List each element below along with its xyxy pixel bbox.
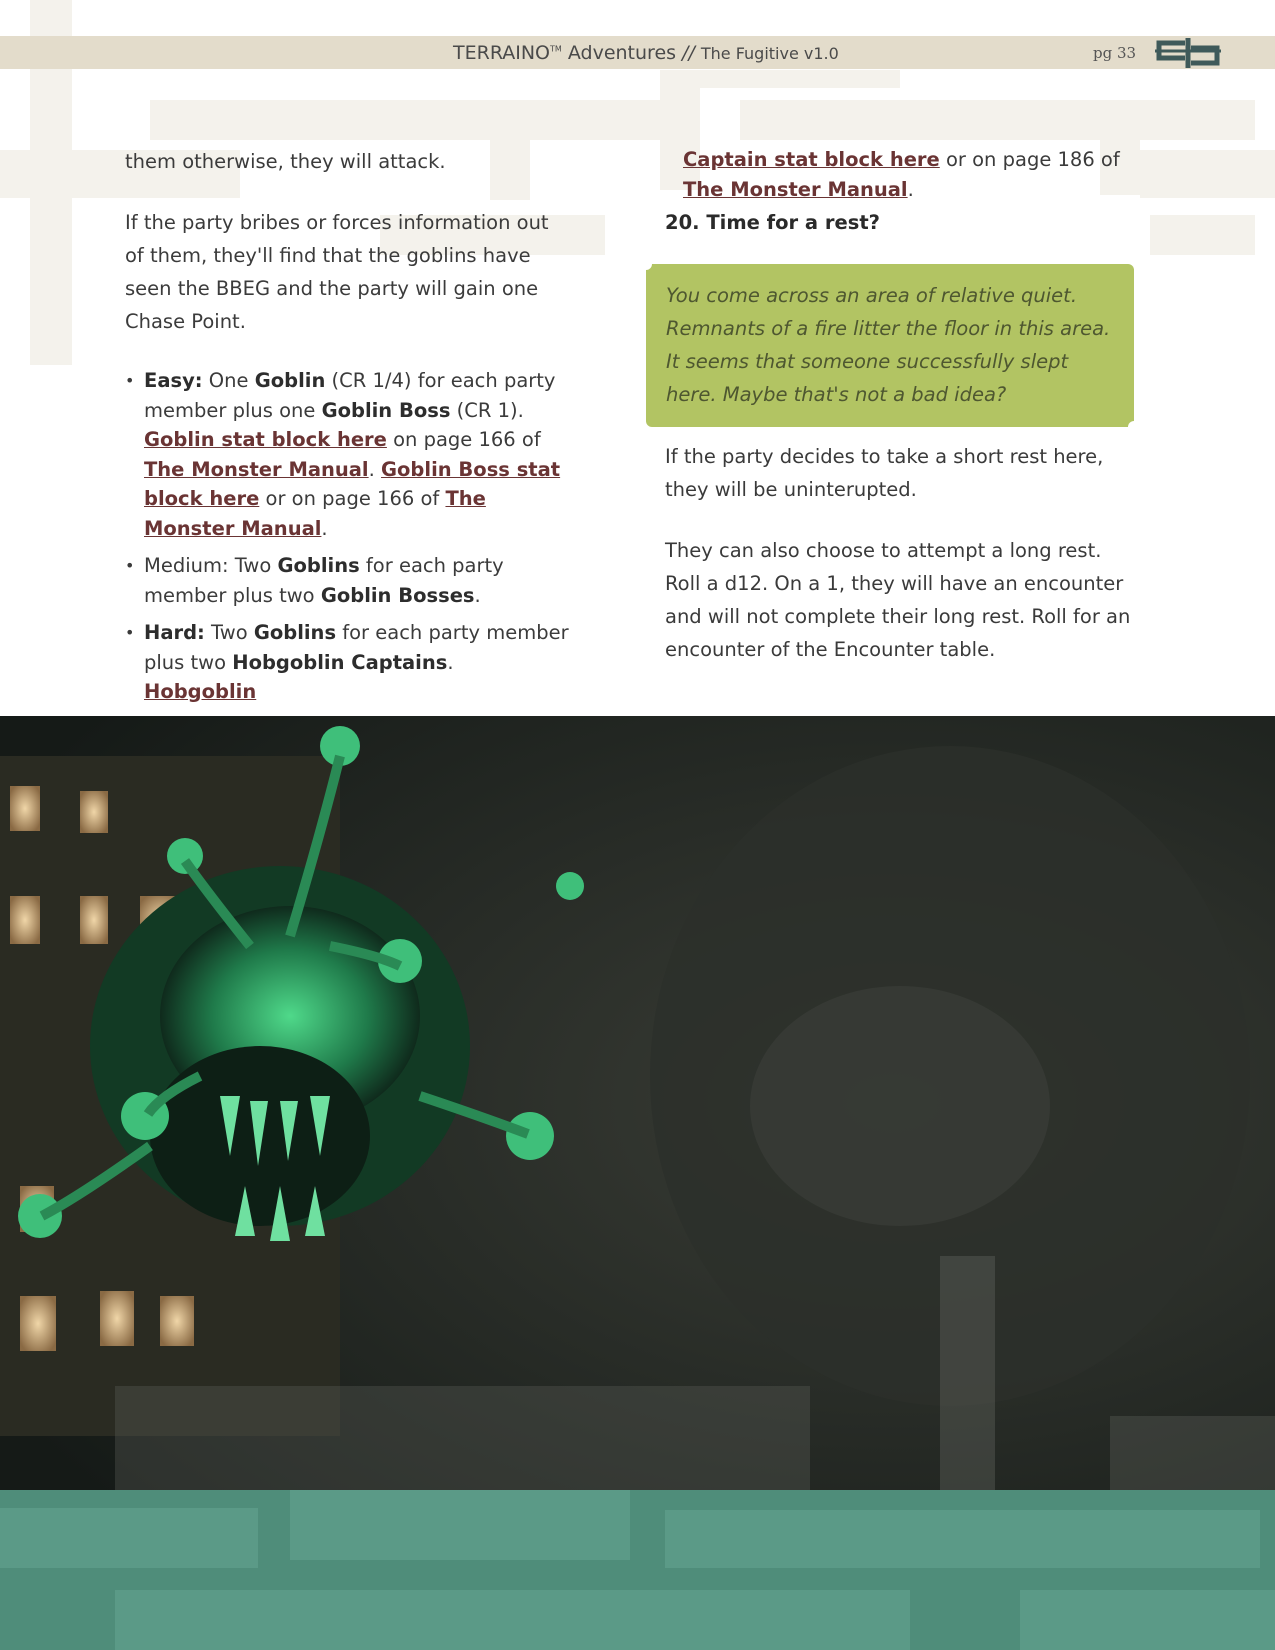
goblin-bosses-name: Goblin Bosses: [320, 583, 475, 607]
hard-text: .: [447, 650, 454, 674]
easy-text: .: [321, 516, 328, 540]
beholder-artwork: [0, 716, 1275, 1490]
read-aloud-callout: You come across an area of relative quiet. Remnants of a fire litter the floor in this area. It seems that someone successfully slept here. Maybe that's not a bad idea?: [646, 264, 1134, 427]
medium-text: Medium: Two: [144, 554, 278, 577]
header-title: [453, 42, 839, 64]
hard-text: Two: [204, 621, 254, 644]
list-item-easy: [125, 366, 570, 543]
easy-text: (CR 1/4) for each party member plus one: [144, 369, 556, 422]
hard-label: Hard:: [144, 621, 205, 644]
monster-illustration: [0, 716, 1275, 1490]
easy-label: Easy:: [144, 369, 203, 392]
brand-name: TERRAINO: [453, 42, 551, 64]
monster-manual-link[interactable]: The Monster Manual: [683, 177, 908, 201]
terraino-logo-icon: [1155, 38, 1221, 68]
trademark-mark: TM: [550, 44, 562, 54]
series-name: Adventures: [567, 42, 677, 64]
goblin-name: Goblin: [254, 369, 326, 392]
monster-manual-link[interactable]: The Monster Manual: [144, 487, 486, 540]
continuation-text: .: [907, 177, 914, 201]
goblin-boss-name: Goblin Boss: [321, 398, 451, 422]
goblins-name: Goblins: [253, 621, 337, 644]
goblins-name: Goblins: [277, 554, 360, 577]
hard-text: for each party member plus two: [144, 621, 569, 674]
right-column: [665, 145, 1135, 238]
list-item-medium: [125, 551, 570, 610]
title-separator: //: [682, 42, 695, 64]
medium-text: for each party member plus two: [144, 554, 504, 607]
captain-stat-block-link[interactable]: Captain stat block here: [683, 148, 940, 171]
goblin-boss-stat-block-link[interactable]: Goblin Boss stat block here: [144, 457, 561, 510]
easy-text: (CR 1).: [450, 398, 524, 422]
rest-rules: [665, 440, 1135, 694]
footer-maze-pattern: [0, 1490, 1275, 1650]
list-item-hard: [125, 618, 570, 707]
continuation-text: or on page 186 of: [939, 148, 1120, 171]
section-heading: 20. Time for a rest?: [665, 211, 880, 234]
monster-manual-link[interactable]: The Monster Manual: [144, 457, 369, 481]
hobgoblin-continuation: [665, 145, 1135, 238]
medium-text: .: [474, 583, 481, 607]
left-column: [125, 145, 570, 715]
encounter-difficulty-list: [125, 366, 570, 707]
footer-band: [0, 1490, 1275, 1650]
long-rest-paragraph: They can also choose to attempt a long rest. Roll a d12. On a 1, they will have an encounter and will not complete their long rest. Roll for an encounter of the Encounter table.: [665, 539, 1131, 661]
page-header: [0, 36, 1275, 69]
hobgoblin-captains-name: Hobgoblin Captains: [232, 650, 448, 674]
short-rest-paragraph: If the party decides to take a short rest here, they will be uninterupted.: [665, 445, 1104, 501]
easy-text: .: [368, 457, 382, 481]
hobgoblin-link[interactable]: Hobgoblin: [144, 680, 257, 703]
easy-text: One: [202, 369, 255, 392]
intro-text: them otherwise, they will attack.: [125, 150, 446, 173]
easy-text: on page 166 of: [386, 428, 541, 451]
easy-text: or on page 166 of: [259, 487, 446, 510]
page-number: pg 33: [1093, 44, 1137, 62]
bribe-paragraph: If the party bribes or forces information out of them, they'll find that the goblins have seen the BBEG and the party will gain one Chase Point.: [125, 211, 549, 333]
module-name: The Fugitive v1.0: [700, 44, 839, 63]
goblin-stat-block-link[interactable]: Goblin stat block here: [144, 428, 387, 451]
